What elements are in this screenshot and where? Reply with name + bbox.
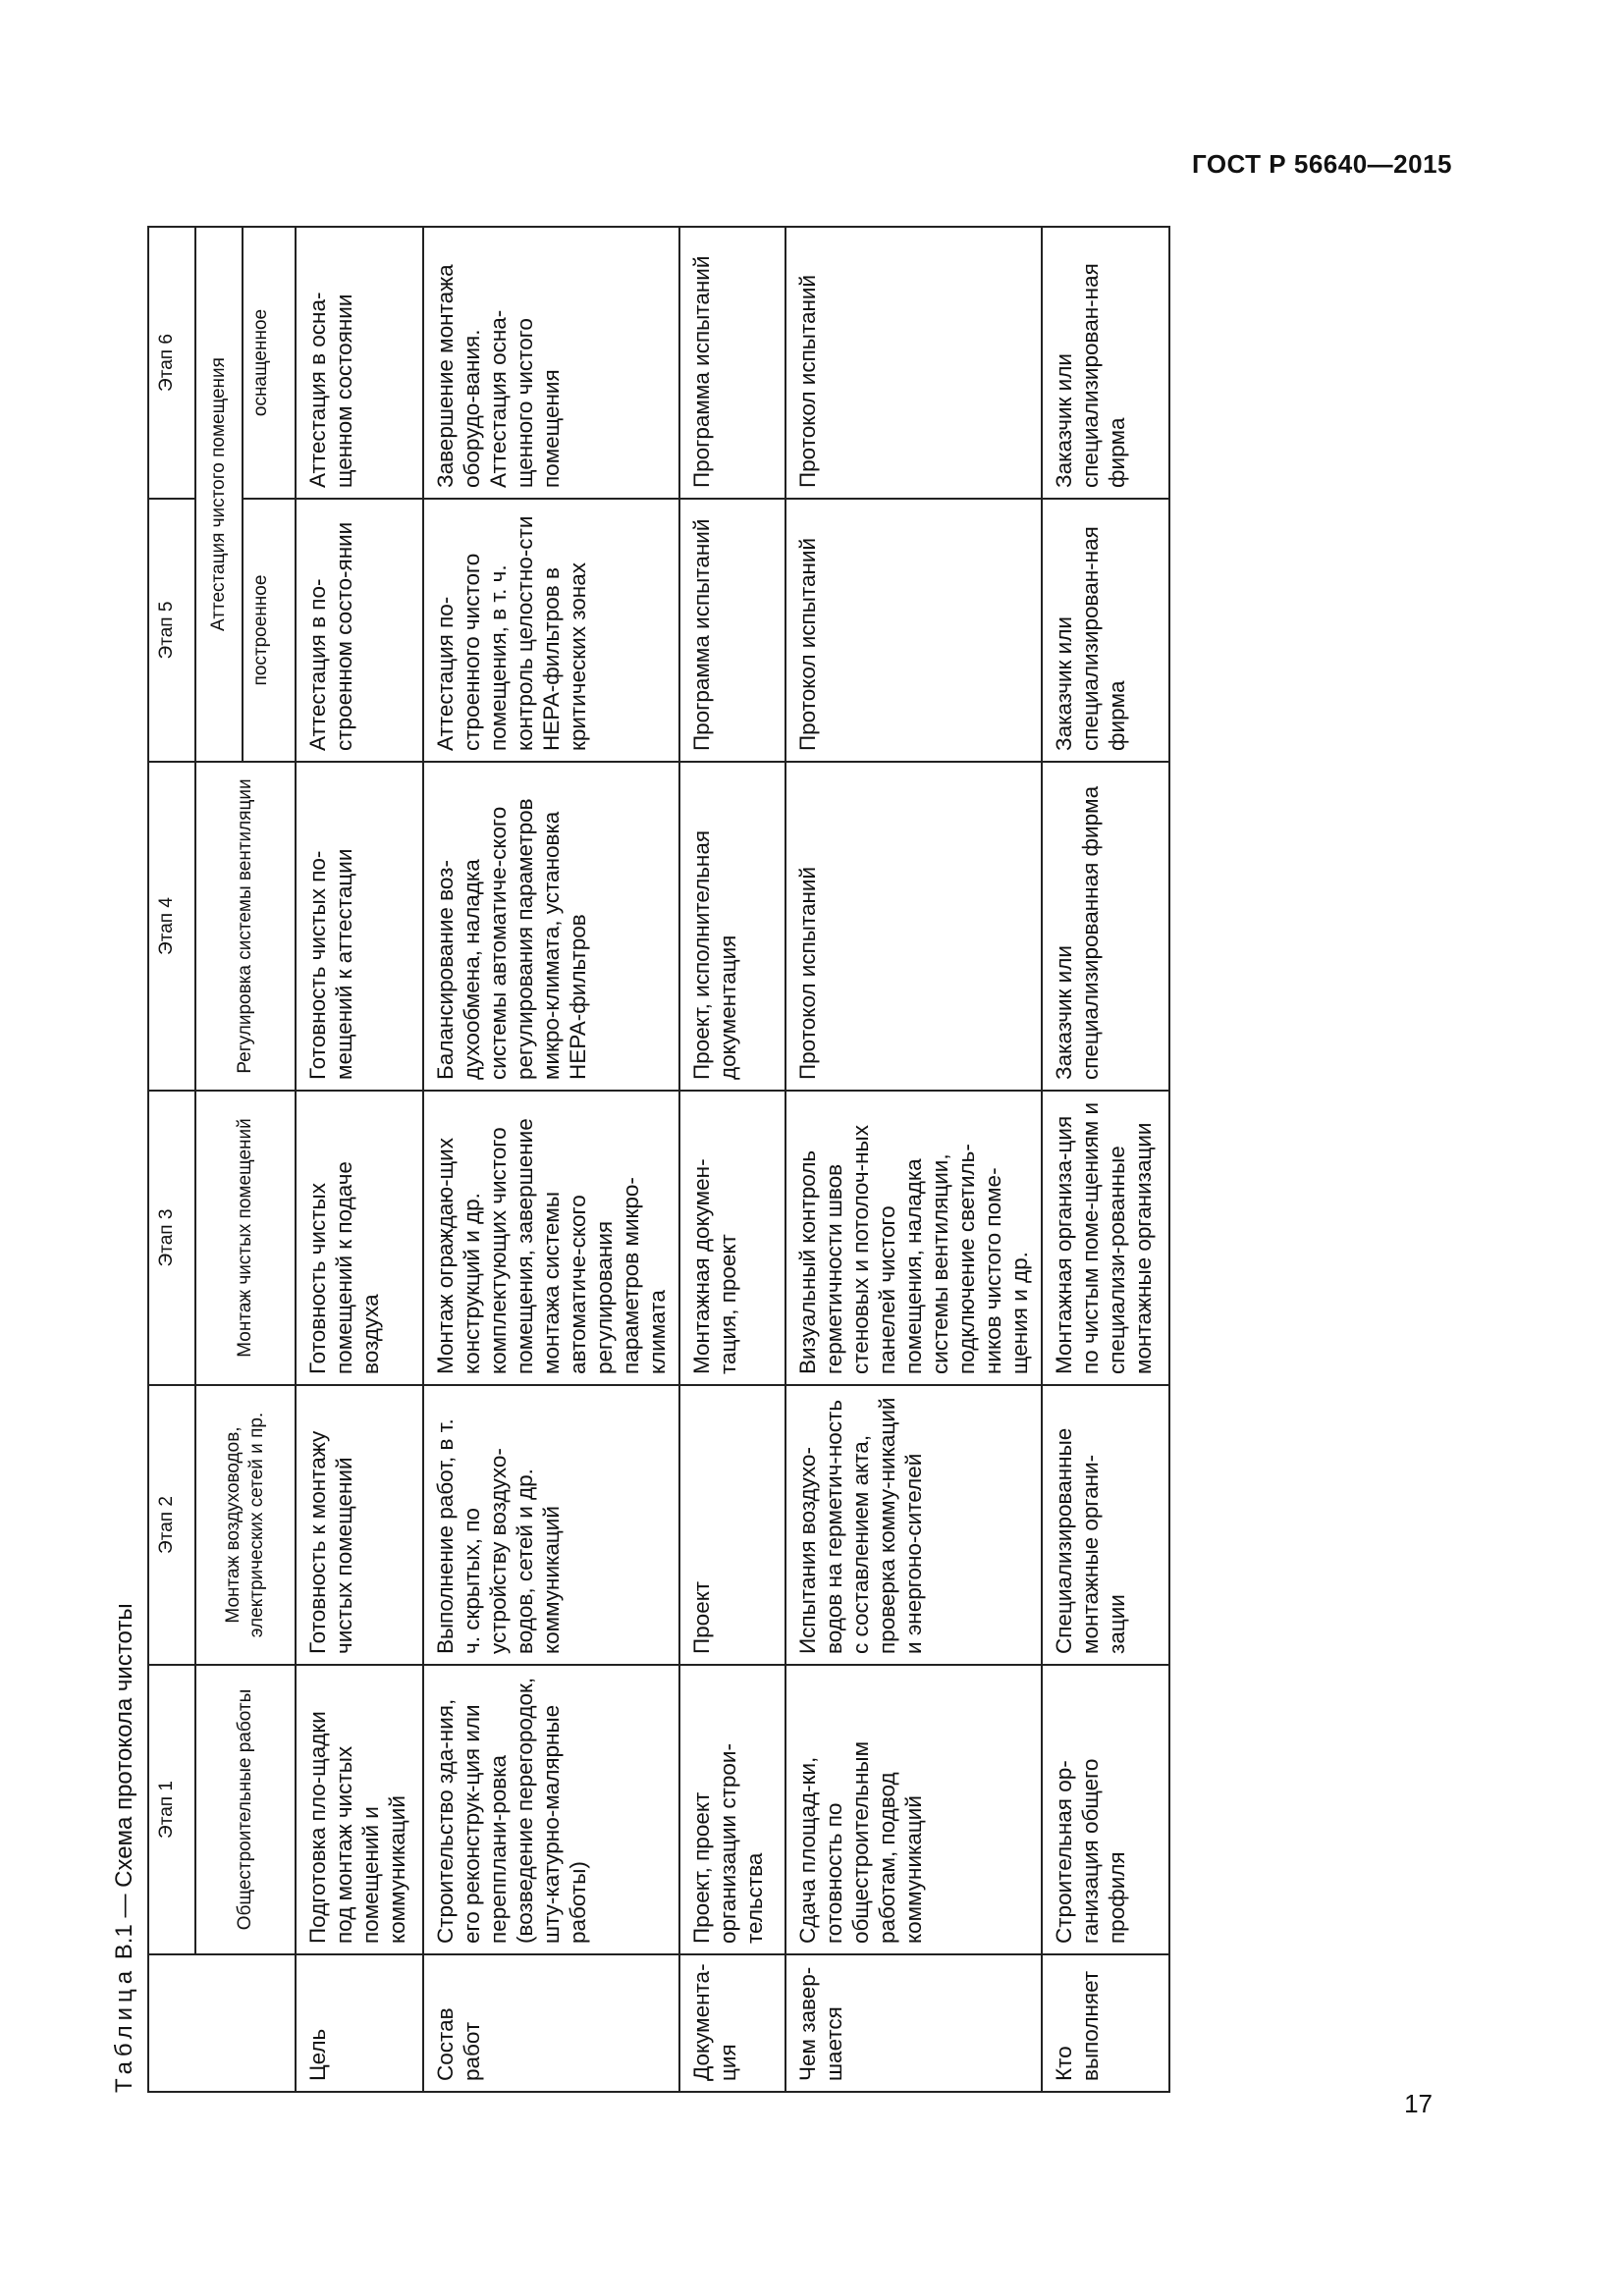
stage-5-header: Этап 5 [148, 499, 195, 762]
cell-paragraph: Завершение монтажа оборудо-вания. [433, 264, 484, 488]
caption-prefix: Таблица [111, 1965, 137, 2093]
table-cell: Готовность чистых помещений к подаче воздуха [296, 1091, 423, 1385]
table-cell: Выполнение работ, в т. ч. скрытых, по устройству воздухо-водов, сетей и др. коммуникаций [423, 1385, 679, 1665]
row-label-docs: Документа-ция [679, 1954, 785, 2092]
table-row-performer [1042, 227, 1169, 2092]
table-cell: Проект, исполнительная документация [679, 762, 785, 1091]
table-row-composition [423, 227, 679, 2092]
subheader-row [195, 227, 243, 2092]
table-cell: Аттестация в осна-щенном состоянии [296, 227, 423, 499]
stage-5-subheader: построенное [243, 499, 296, 762]
table-cell: Монтажная организа-ция по чистым поме-щениям и специализи-рованные монтажные организации [1042, 1091, 1169, 1385]
attestation-subheader: Аттестация чистого помещения [195, 227, 243, 762]
stage-6-header: Этап 6 [148, 227, 195, 499]
table-cell: Проект, проект организации строи-тельства [679, 1665, 785, 1954]
table-cell: Аттестация по-строенного чистого помещения, в т. ч. контроль целостно-сти НЕРА-фильтров в критических зонах [423, 499, 679, 762]
table-cell: Монтажная докумен-тация, проект [679, 1091, 785, 1385]
cell-paragraph: Аттестация осна-щенного чистого помещения [486, 309, 564, 488]
table-cell: Заказчик или специализирован-ная фирма [1042, 499, 1169, 762]
document-code: ГОСТ Р 56640—2015 [1191, 149, 1452, 179]
stage-1-header: Этап 1 [148, 1665, 195, 1954]
table-cell: Визуальный контроль герметичности швов стеновых и потолоч-ных панелей чистого помещения, наладка системы вентиляции, подключение светиль-ников чистого поме-щения и др. [785, 1091, 1042, 1385]
table-cell: Заказчик или специализированная фирма [1042, 762, 1169, 1091]
caption-title: — Схема протокола чистоты [111, 1603, 137, 1918]
row-label-composition: Состав работ [423, 1954, 679, 2092]
table-cell [423, 227, 679, 499]
caption-number: В.1 [111, 1924, 137, 1960]
page-number: 17 [1404, 2089, 1433, 2118]
table-cell: Протокол испытаний [785, 227, 1042, 499]
table-cell: Подготовка пло-щадки под монтаж чистых помещений и коммуникаций [296, 1665, 423, 1954]
table-cell: Аттестация в по-строенном состо-янии [296, 499, 423, 762]
table-cell: Готовность чистых по-мещений к аттестации [296, 762, 423, 1091]
stage-3-header: Этап 3 [148, 1091, 195, 1385]
stage-4-header: Этап 4 [148, 762, 195, 1091]
stage-3-subheader: Монтаж чистых помещений [195, 1091, 296, 1385]
table-cell: Протокол испытаний [785, 499, 1042, 762]
table-cell: Заказчик или специализирован-ная фирма [1042, 227, 1169, 499]
stage-4-subheader: Регулировка системы вентиляции [195, 762, 296, 1091]
table-cell: Программа испытаний [679, 227, 785, 499]
table-caption [110, 228, 147, 2093]
table-cell: Протокол испытаний [785, 762, 1042, 1091]
row-label-ends: Чем завер-шается [785, 1954, 1042, 2092]
row-label-performer: Кто выполняет [1042, 1954, 1169, 2092]
table-cell: Испытания воздухо-водов на герметич-ность с составлением акта, проверка комму-никаций и энергоно-сителей [785, 1385, 1042, 1665]
table-cell: Монтаж ограждаю-щих конструкций и др. комплектующих чистого помещения, завершение монтажа системы автоматиче-ского регулирования параметров микро-климата [423, 1091, 679, 1385]
table-cell: Строительство зда-ния, его реконструк-ция или перепплани-ровка (возведение перегородок, шту-катурно-малярные работы) [423, 1665, 679, 1954]
table-cell: Балансирование воз-духообмена, наладка системы автоматиче-ского регулирования параметров микро-климата, установка НЕРА-фильтров [423, 762, 679, 1091]
header-corner [148, 1954, 296, 2092]
cleanroom-protocol-table [147, 226, 1170, 2093]
table-row-docs [679, 227, 785, 2092]
row-label-goal: Цель [296, 1954, 423, 2092]
table-cell: Строительная ор-ганизация общего профиля [1042, 1665, 1169, 1954]
table-row-ends [785, 227, 1042, 2092]
stage-2-subheader: Монтаж воздуховодов, электрических сетей и пр. [195, 1385, 296, 1665]
table-cell: Сдача площад-ки, готовность по общестроительным работам, подвод коммуникаций [785, 1665, 1042, 1954]
table-row-goal [296, 227, 423, 2092]
table-cell: Проект [679, 1385, 785, 1665]
stage-2-header: Этап 2 [148, 1385, 195, 1665]
stage-header-row [148, 227, 195, 2092]
rotated-table-block [110, 228, 1298, 2093]
stage-1-subheader: Общестроительные работы [195, 1665, 296, 1954]
table-cell: Специализированные монтажные органи-зации [1042, 1385, 1169, 1665]
stage-6-subheader: оснащенное [243, 227, 296, 499]
table-cell: Готовность к монтажу чистых помещений [296, 1385, 423, 1665]
table-cell: Программа испытаний [679, 499, 785, 762]
